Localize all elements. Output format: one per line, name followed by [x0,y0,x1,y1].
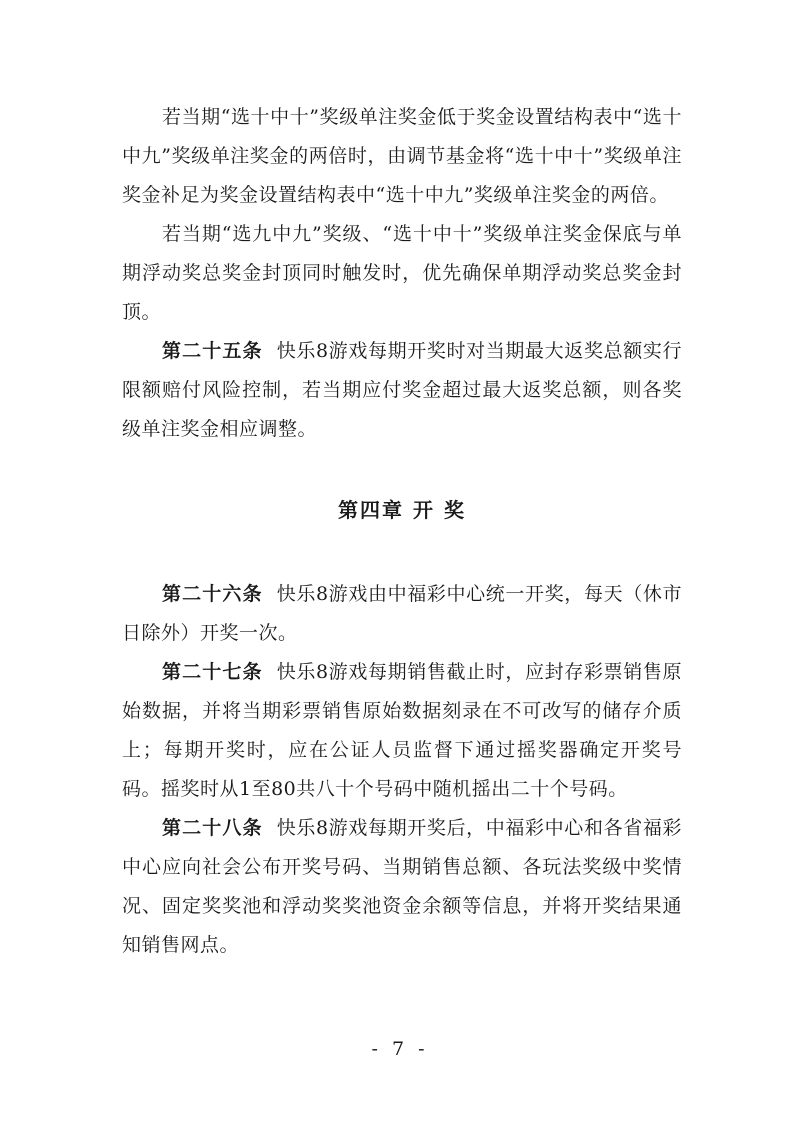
article-text: 快乐8游戏每期开奖后，中福彩中心和各省福彩中心应向社会公布开奖号码、当期销售总额、各玩法奖级中奖情况、固定奖奖池和浮动奖奖池资金余额等信息，并将开奖结果通知销售网点。 [122,817,682,956]
article-label: 第二十五条 [162,340,263,362]
article-25 [122,332,682,449]
article-label: 第二十七条 [162,661,263,683]
article-label: 第二十八条 [162,817,263,839]
paragraph-jackpot-floor [122,98,682,215]
article-text: 快乐8游戏每期开奖时对当期最大返奖总额实行限额赔付风险控制，若当期应付奖金超过最大返奖总额，则各奖级单注奖金相应调整。 [122,340,682,440]
article-27 [122,653,682,809]
paragraph-priority-rule [122,215,682,332]
chapter-title: 第四章 开 奖 [338,498,466,522]
article-text: 快乐8游戏每期销售截止时，应封存彩票销售原始数据，并将当期彩票销售原始数据刻录在不可改写的储存介质上；每期开奖时，应在公证人员监督下通过摇奖器确定开奖号码。摇奖时从1至80共八十个号码中随机摇出二十个号码。 [122,661,682,800]
article-text: 快乐8游戏由中福彩中心统一开奖，每天（休市日除外）开奖一次。 [122,583,682,644]
article-label: 第二十六条 [162,583,263,605]
article-26 [122,575,682,653]
paragraph-text: 若当期“选十中十”奖级单注奖金低于奖金设置结构表中“选十中九”奖级单注奖金的两倍时，由调节基金将“选十中十”奖级单注奖金补足为奖金设置结构表中“选十中九”奖级单注奖金的两倍。 [122,106,682,206]
page-number: - 7 - [371,1038,429,1060]
paragraph-text: 若当期“选九中九”奖级、“选十中十”奖级单注奖金保底与单期浮动奖总奖金封顶同时触发时，优先确保单期浮动奖总奖金封顶。 [122,223,682,323]
document-body [122,98,682,965]
article-28 [122,809,682,965]
